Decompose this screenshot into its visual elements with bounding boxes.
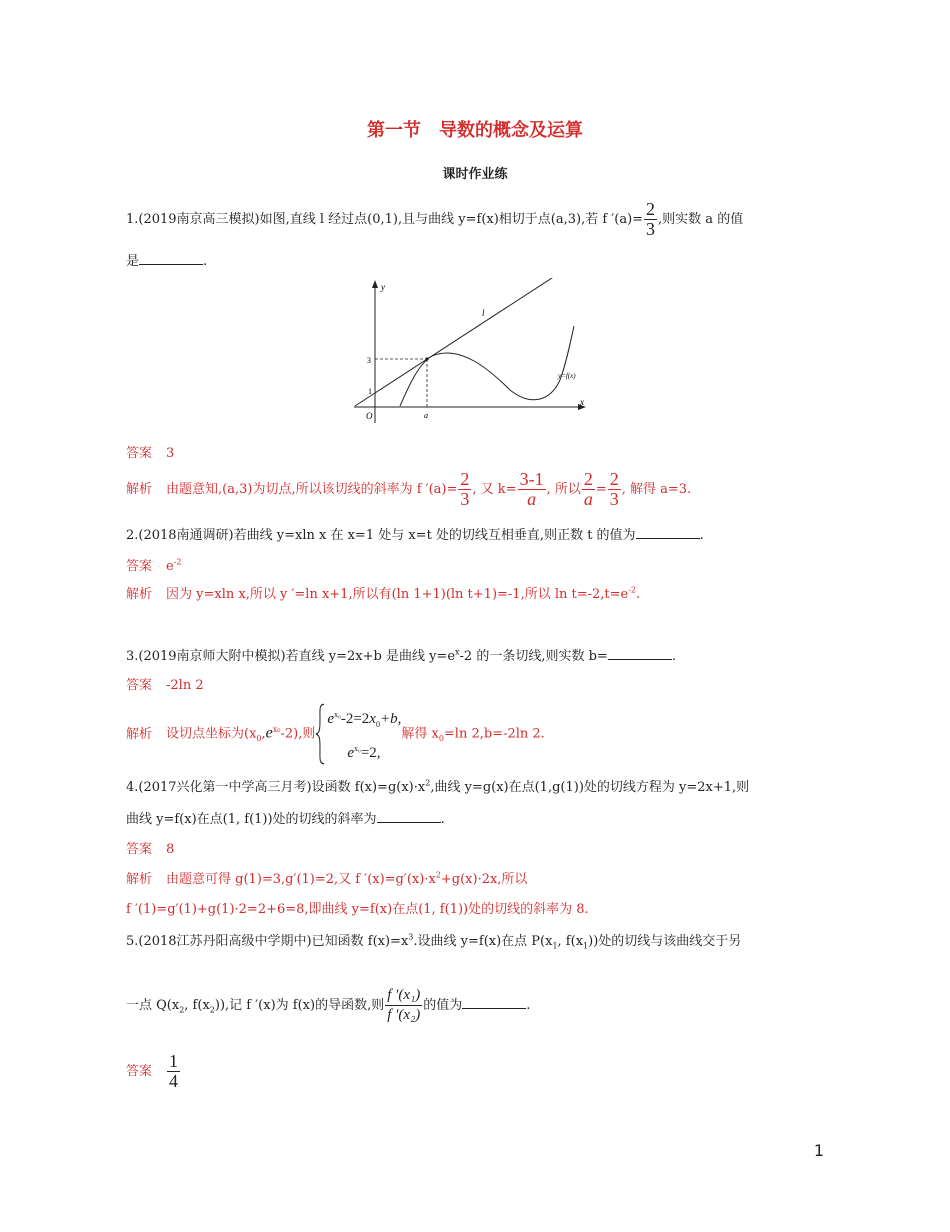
analysis-1-text: 由题意知,(a,3)为切点,所以该切线的斜率为 f ′(a)=	[166, 482, 458, 497]
equation-text: =2,	[360, 745, 381, 761]
fraction-denominator: 3	[609, 489, 619, 509]
question-5-line2-text-4: 的值为	[423, 998, 463, 1013]
answer-3-value: -2ln 2	[166, 678, 204, 693]
question-3-text: 3.(2019南京师大附中模拟)若直线 y=2x+b 是曲线 y=e	[126, 649, 456, 664]
equation-exponent: x₀	[334, 710, 341, 719]
line-label-l: l	[482, 308, 485, 318]
analysis-3-text-2: -2),则	[280, 726, 316, 742]
analysis-3-subscript: 0	[256, 734, 262, 744]
answer-1	[126, 442, 174, 461]
question-3-text-2: -2 的一条切线,则实数 b=	[459, 649, 608, 664]
question-5-line2-text-2: , f(x	[184, 998, 210, 1013]
question-1-line2-text: 是	[126, 254, 140, 269]
fraction-numerator: 2	[583, 469, 593, 489]
analysis-1-fraction-4	[608, 470, 621, 509]
answer-blank	[636, 526, 700, 539]
question-5-text: 5.(2018江苏丹阳高级中学期中)已知函数 f(x)=x	[126, 934, 409, 949]
page-title: 第一节 导数的概念及运算	[367, 120, 583, 141]
question-4-line2-end: .	[440, 812, 445, 827]
fraction-denominator: 4	[169, 1071, 179, 1091]
tangent-line-graph	[350, 278, 600, 428]
equation-row-2	[327, 737, 401, 765]
analysis-1-text-2: , 又 k=	[472, 482, 517, 497]
page-number: 1	[813, 1141, 824, 1160]
question-5-text-3: , f(x	[557, 934, 584, 949]
answer-label: 答案	[126, 446, 153, 461]
question-5-line2-text-3: )),记 f ′(x)为 f(x)的导函数,则	[214, 998, 385, 1013]
analysis-3-text-3: 解得 x	[401, 726, 439, 742]
fraction-denominator: 3	[646, 219, 656, 239]
y-axis-label: y	[381, 282, 385, 292]
question-5-line2-end: .	[526, 998, 531, 1013]
answer-4-value: 8	[166, 842, 175, 857]
tick-label-1: 1	[368, 387, 372, 396]
question-5-line2-subscript: 2	[179, 1005, 185, 1015]
equation-e: e	[327, 711, 335, 727]
equation-row-1	[327, 703, 401, 737]
analysis-1-fraction-3	[582, 470, 595, 509]
analysis-1	[126, 470, 691, 509]
question-2-end: .	[699, 528, 704, 543]
analysis-2-exponent: -2	[628, 585, 637, 595]
question-5-line2-text: 一点 Q(x	[126, 998, 180, 1013]
answer-2-exponent: -2	[173, 557, 182, 567]
equation-system	[315, 703, 401, 765]
question-2	[126, 524, 704, 543]
question-1-text: 1.(2019南京高三模拟)如图,直线 l 经过点(0,1),且与曲线 y=f(x)相切于点(a,3),若 f ′(a)=	[126, 212, 644, 227]
question-5-line2-subscript-2: 2	[209, 1005, 215, 1015]
analysis-2-end: .	[636, 587, 641, 602]
question-5-exponent: 3	[408, 932, 414, 942]
question-4-line2-text: 曲线 y=f(x)在点(1, f(1))处的切线的斜率为	[126, 812, 377, 827]
analysis-label: 解析	[126, 872, 153, 887]
answer-blank	[462, 996, 526, 1009]
analysis-3-e: e	[265, 724, 273, 742]
tangent-point	[425, 357, 428, 360]
equation-b: +b	[379, 711, 398, 727]
analysis-label: 解析	[126, 726, 153, 742]
tick-label-a: a	[424, 411, 428, 420]
curve-y-f-x	[400, 326, 574, 406]
equation-subscript: 0	[375, 720, 380, 729]
analysis-1-text-3: , 所以	[546, 482, 581, 497]
equation-e: e	[347, 745, 355, 761]
question-4	[126, 776, 749, 795]
page-subtitle: 课时作业练	[442, 167, 508, 182]
analysis-3-comma: ,	[261, 726, 266, 742]
fraction-denominator: a	[583, 489, 593, 509]
answer-label: 答案	[126, 678, 153, 693]
analysis-4-text-2: +g(x)·2x,所以	[440, 872, 528, 887]
analysis-3	[126, 703, 545, 765]
equation-x: x	[369, 711, 376, 727]
answer-2	[126, 555, 182, 574]
analysis-1-fraction-2	[518, 470, 546, 509]
answer-label: 答案	[126, 842, 153, 857]
analysis-3-subscript-2: 0	[438, 734, 444, 744]
analysis-4-exponent: 2	[435, 870, 441, 880]
question-3-end: .	[671, 649, 676, 664]
answer-blank	[139, 252, 203, 265]
answer-label: 答案	[126, 559, 153, 574]
answer-4	[126, 838, 174, 857]
fraction-numerator: 2	[646, 199, 656, 219]
question-5-subscript: 1	[552, 941, 558, 951]
fraction-denominator: 3	[460, 489, 470, 509]
analysis-label: 解析	[126, 587, 153, 602]
answer-5-fraction	[167, 1052, 180, 1091]
left-brace-icon	[315, 703, 325, 765]
fraction-numerator: 3-1	[519, 469, 544, 489]
analysis-2	[126, 583, 640, 602]
question-1-line2	[126, 250, 207, 269]
origin-label: O	[366, 411, 373, 421]
question-5-fraction	[385, 986, 422, 1025]
answer-2-base: e	[166, 559, 174, 574]
question-3-exponent: x	[455, 647, 460, 657]
question-1-fraction	[644, 200, 657, 239]
question-4-line2	[126, 808, 445, 827]
y-axis-arrow	[372, 280, 378, 288]
analysis-4-text: 由题意可得 g(1)=3,g′(1)=2,又 f ′(x)=g′(x)·x	[166, 872, 436, 887]
analysis-1-text-4: =	[595, 482, 607, 497]
equation-comma: ,	[397, 711, 402, 727]
answer-blank	[377, 810, 441, 823]
analysis-4	[126, 868, 527, 887]
question-1-line2-end: .	[203, 254, 208, 269]
fraction-denominator: a	[527, 489, 537, 509]
equation-exponent: x₀	[354, 744, 361, 753]
question-5-subscript-2: 1	[583, 941, 589, 951]
question-4-exponent: 2	[425, 778, 431, 788]
question-2-text: 2.(2018南通调研)若曲线 y=xln x 在 x=1 处与 x=t 处的切线互相垂直,则正数 t 的值为	[126, 528, 636, 543]
curve-label: y=f(x)	[558, 372, 576, 380]
answer-3	[126, 674, 204, 693]
fraction-denominator: f ′(x₂)	[387, 1007, 421, 1023]
question-1-text-end: ,则实数 a 的值	[658, 212, 744, 227]
fraction-numerator: 1	[169, 1051, 179, 1071]
question-5	[126, 930, 741, 951]
answer-label: 答案	[126, 1064, 153, 1079]
answer-blank	[608, 647, 672, 660]
answer-1-value: 3	[166, 446, 175, 461]
analysis-3-text: 设切点坐标为(x	[166, 726, 257, 742]
analysis-1-text-5: , 解得 a=3.	[621, 482, 692, 497]
question-5-text-2: .设曲线 y=f(x)在点 P(x	[413, 934, 553, 949]
analysis-label: 解析	[126, 482, 153, 497]
question-4-text: 4.(2017兴化第一中学高三月考)设函数 f(x)=g(x)·x	[126, 780, 426, 795]
fraction-numerator: 2	[460, 469, 470, 489]
tick-label-3: 3	[367, 356, 371, 365]
analysis-3-e-exponent: x₀	[272, 725, 281, 735]
answer-5	[126, 1052, 181, 1091]
question-3	[126, 645, 676, 664]
question-4-text-2: ,曲线 y=g(x)在点(1,g(1))处的切线方程为 y=2x+1,则	[430, 780, 750, 795]
fraction-numerator: 2	[609, 469, 619, 489]
analysis-4-line2: f ′(1)=g′(1)+g(1)·2=2+6=8,即曲线 y=f(x)在点(1, f(1))处的切线的斜率为 8.	[126, 902, 589, 917]
question-5-text-4: ))处的切线与该曲线交于另	[588, 934, 742, 949]
analysis-1-fraction-1	[458, 470, 471, 509]
analysis-2-text: 因为 y=xln x,所以 y ′=ln x+1,所以有(ln 1+1)(ln t+1)=-1,所以 ln t=-2,t=e	[166, 587, 629, 602]
equation-text: -2=2	[340, 711, 370, 727]
x-axis-label: x	[580, 397, 584, 407]
question-5-line2	[126, 986, 530, 1025]
tangent-line	[355, 278, 555, 406]
fraction-numerator: f ′(x₁)	[385, 986, 422, 1006]
question-1	[126, 200, 743, 239]
analysis-3-text-4: =ln 2,b=-2ln 2.	[443, 726, 545, 742]
